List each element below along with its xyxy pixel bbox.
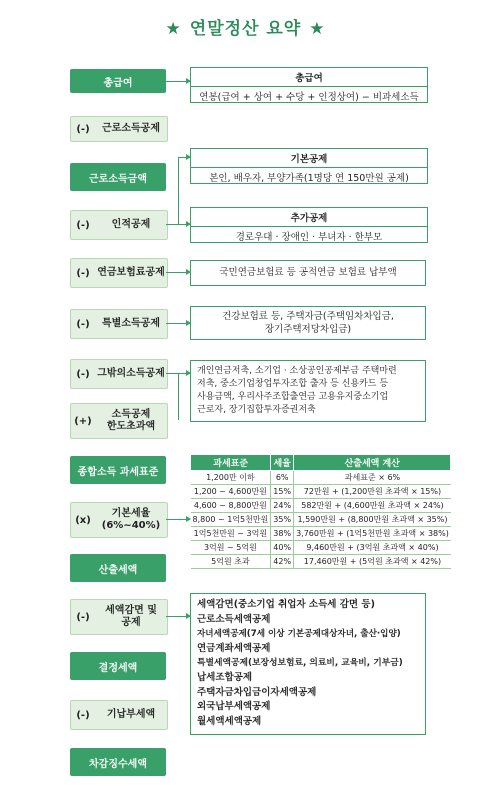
other-detail-line: 사용금액, 우리사주조합출연금 고용유지중소기업 (197, 392, 389, 402)
total-pay-detail-header: 총급여 (191, 68, 427, 87)
minus-op: (-) (76, 318, 90, 330)
table-row: 5억원 초과 42% 17,460만원 + (5억원 초과액 × 42%) (191, 555, 451, 569)
net-tax-box: 차감징수세액 (70, 748, 166, 776)
basic-deduction-detail (190, 148, 428, 184)
tax-credit-list (190, 593, 426, 735)
additional-deduction-detail (190, 207, 428, 243)
connector-line (178, 373, 179, 420)
minus-op: (-) (76, 123, 90, 135)
table-row: 8,800 ~ 1억5천만원 35% 1,590만원 + (8,800만원 초과액 × 35%) (191, 513, 451, 527)
connector-arrow (178, 157, 190, 158)
table-row: 1,200만 이하 6% 과세표준 × 6% (191, 471, 451, 485)
table-row: 3억원 ~ 5억원 40% 9,460만원 + (3억원 초과액 × 40%) (191, 541, 451, 555)
reduction-credit-label2: 공제 (121, 617, 141, 628)
list-item: 자녀세액공제(7세 이상 기본공제대상자녀, 출산·입양) (197, 629, 401, 640)
total-pay-detail (190, 67, 428, 103)
list-item: 월세액세액공제 (197, 715, 262, 727)
tax-rate-table (190, 454, 451, 569)
list-item: 주택자금차입금이자세액공제 (197, 686, 317, 698)
prepaid-tax-box (70, 700, 168, 730)
limit-excess-box (70, 403, 168, 439)
table-header: 과세표준 (191, 455, 271, 471)
pension-deduction-label: 연금보험료공제 (97, 267, 165, 278)
special-detail-line1: 건강보험료 등, 주택자금(주택임차차입금, (222, 311, 394, 322)
additional-deduction-header: 추가공제 (191, 208, 427, 227)
earned-deduction-box (70, 116, 168, 142)
earned-deduction-label: 근로소득공제 (102, 123, 160, 134)
minus-op: (-) (76, 267, 90, 279)
table-row: 1억5천만원 ~ 3억원 38% 3,760만원 + (1억5천만원 초과액 × 38%) (191, 527, 451, 541)
list-item: 특별세액공제(보장성보험료, 의료비, 교육비, 기부금) (197, 658, 403, 669)
plus-op: (+) (74, 415, 92, 427)
connector-arrow (166, 323, 190, 324)
connector-arrow (166, 81, 190, 82)
connector-arrow (166, 224, 190, 225)
list-item: 근로소득세액공제 (197, 613, 271, 625)
special-deduction-label: 특별소득공제 (102, 318, 160, 329)
basic-rate-label1: 기본세율 (111, 508, 151, 519)
minus-op: (-) (76, 219, 90, 231)
connector-arrow (166, 616, 190, 617)
limit-excess-label1: 소득공제 (111, 409, 151, 420)
determined-tax-box: 결정세액 (70, 652, 166, 680)
times-op: (x) (75, 514, 91, 526)
connector-line (178, 157, 179, 225)
star-icon: ★ (165, 19, 182, 39)
list-item: 세액감면(중소기업 취업자 소득세 감면 등) (197, 599, 375, 610)
other-deduction-box (70, 359, 168, 389)
pension-deduction-box (70, 258, 168, 288)
star-icon: ★ (309, 19, 326, 39)
prepaid-tax-label: 기납부세액 (106, 709, 156, 720)
calculated-tax-box: 산출세액 (70, 554, 166, 582)
earned-income-box: 근로소득금액 (70, 163, 166, 191)
connector-arrow (166, 519, 190, 520)
table-header: 세율 (271, 455, 294, 471)
connector-arrow (166, 272, 190, 273)
minus-op: (-) (76, 709, 90, 721)
special-detail-line2: 장기주택저당차입금) (264, 324, 352, 335)
list-item: 납세조합공제 (197, 671, 253, 683)
total-pay-box: 총급여 (70, 69, 166, 93)
page-title: ★ 연말정산 요약 ★ (165, 19, 326, 39)
additional-deduction-body: 경로우대 · 장애인 · 부녀자 · 한부모 (235, 232, 383, 243)
other-detail-line: 개인연금저축, 소기업 · 소상공인공제부금 주택마련 (197, 366, 397, 376)
minus-op: (-) (76, 368, 90, 380)
pension-detail: 국민연금보험료 등 공적연금 보험료 납부액 (190, 260, 426, 286)
other-deduction-detail (190, 360, 426, 422)
basic-deduction-body: 본인, 배우자, 부양가족(1명당 연 150만원 공제) (209, 173, 409, 184)
reduction-credit-box (70, 599, 168, 635)
limit-excess-label2: 한도초과액 (106, 421, 156, 432)
reduction-credit-label1: 세액감면 및 (105, 605, 157, 616)
table-row: 4,600 ~ 8,800만원 24% 582만원 + (4,600만원 초과액 × 24%) (191, 499, 451, 513)
special-deduction-box (70, 309, 168, 339)
tax-base-box: 종합소득 과세표준 (70, 456, 166, 484)
basic-rate-label2: (6%~40%) (101, 520, 161, 531)
personal-deduction-label: 인적공제 (111, 219, 151, 230)
minus-op: (-) (76, 611, 90, 623)
other-detail-line: 저축, 중소기업창업투자조합 출자 등 신용카드 등 (197, 379, 389, 389)
connector-arrow (166, 373, 190, 374)
personal-deduction-box (70, 210, 168, 240)
basic-rate-box (70, 502, 168, 538)
special-detail (190, 306, 426, 340)
total-pay-detail-body: 연봉(급여 + 상여 + 수당 + 인정상여) − 비과세소득 (199, 92, 419, 103)
table-row: 1,200 ~ 4,600만원 15% 72만원 + (1,200만원 초과액 × 15%) (191, 485, 451, 499)
list-item: 연금계좌세액공제 (197, 642, 271, 654)
other-deduction-label: 그밖의소득공제 (97, 368, 165, 379)
basic-deduction-header: 기본공제 (191, 149, 427, 168)
list-item: 외국납부세액공제 (197, 701, 271, 713)
table-header: 산출세액 계산 (294, 455, 451, 471)
other-detail-line: 근로자, 장기집합투자증권저축 (197, 405, 316, 415)
